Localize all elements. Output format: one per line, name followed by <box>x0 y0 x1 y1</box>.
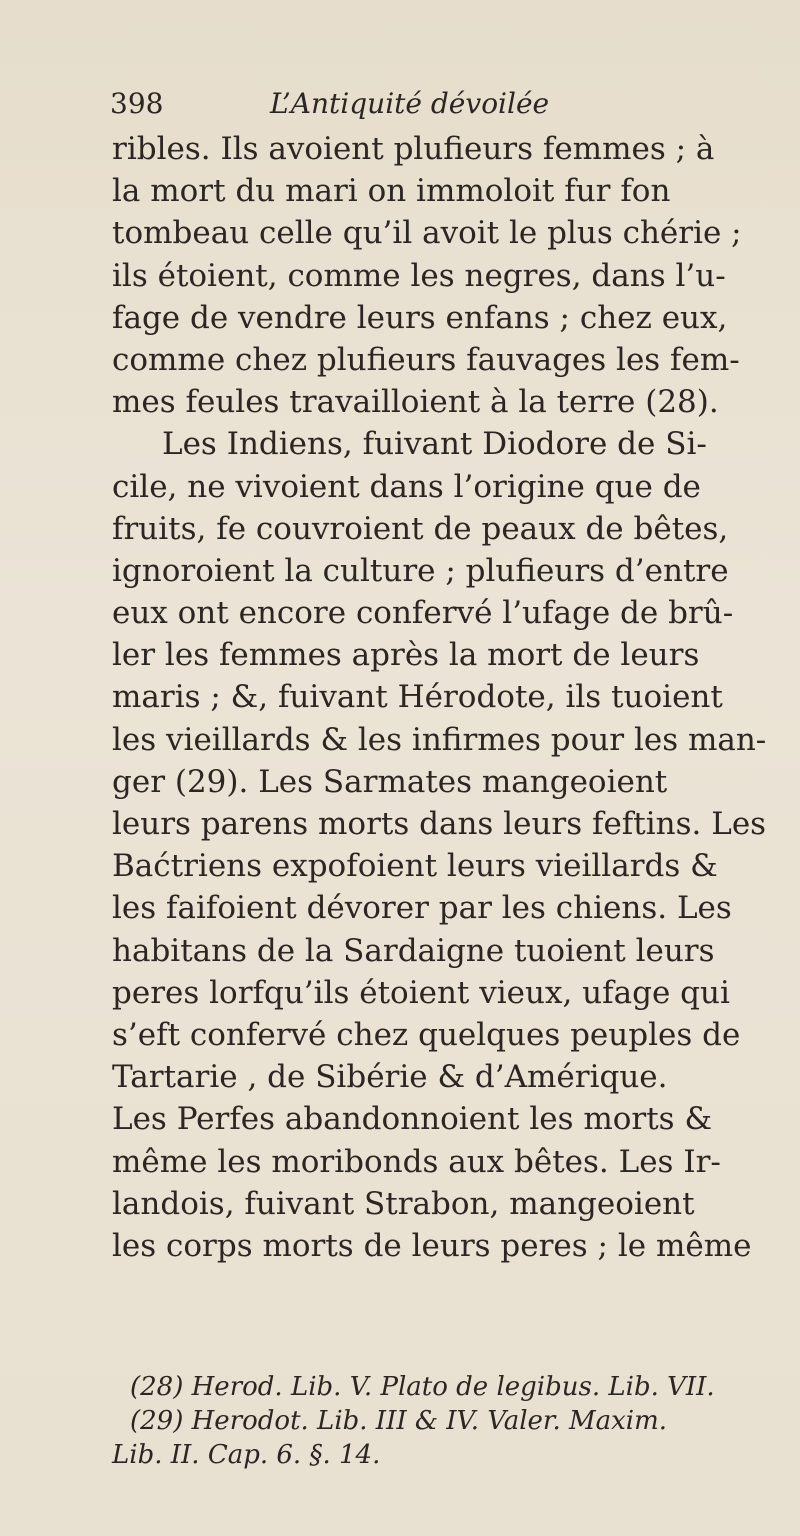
page-number: 398 <box>110 87 164 120</box>
text-line: ignoroient la culture ; plufieurs d’entre <box>112 552 729 589</box>
text-line: mes feules travailloient à la terre (28). <box>112 384 719 421</box>
text-line: même les moribonds aux bêtes. Les Ir- <box>112 1143 721 1180</box>
text-line: la mort du mari on immoloit fur fon <box>112 173 671 210</box>
footnote-28: (28) Herod. Lib. V. Plato de legibus. Lib. VII. <box>130 1372 715 1402</box>
body-text <box>112 128 767 1267</box>
text-line: comme chez plufieurs fauvages les fem- <box>112 341 740 378</box>
text-line: fruits, fe couvroient de peaux de bêtes, <box>112 510 729 547</box>
text-line: ger (29). Les Sarmates mangeoient <box>112 763 668 800</box>
footnote-29: (29) Herodot. Lib. III & IV. Valer. Maxim. <box>130 1406 668 1436</box>
text-line: ribles. Ils avoient plufieurs femmes ; à <box>112 131 715 167</box>
page-header <box>110 84 670 124</box>
text-line: Les Indiens, fuivant Diodore de Si- <box>162 426 707 463</box>
text-line: les vieillards & les infirmes pour les man- <box>112 721 767 758</box>
text-line: peres lorfqu’ils étoient vieux, ufage qui <box>112 974 730 1011</box>
text-line: fage de vendre leurs enfans ; chez eux, <box>112 299 728 336</box>
text-line: eux ont encore confervé l’ufage de brû- <box>112 595 734 632</box>
text-line: les corps morts de leurs peres ; le même <box>112 1227 752 1264</box>
text-line: Les Perfes abandonnoient les morts & <box>112 1101 713 1138</box>
text-line: landois, fuivant Strabon, mangeoient <box>112 1185 695 1222</box>
text-line: les faifoient dévorer par les chiens. Les <box>112 890 732 927</box>
footnotes <box>112 1370 762 1472</box>
text-line: leurs parens morts dans leurs feftins. Les <box>112 806 767 842</box>
text-line: s’eft confervé chez quelques peuples de <box>112 1016 741 1053</box>
text-line: maris ; &, fuivant Hérodote, ils tuoient <box>112 679 723 716</box>
text-line: cile, ne vivoient dans l’origine que de <box>112 468 701 505</box>
text-line: ler les femmes après la mort de leurs <box>112 637 700 674</box>
text-line: Tartarie , de Sibérie & d’Amérique. <box>112 1059 668 1096</box>
text-line: Baćtriens expofoient leurs vieillards & <box>112 848 718 885</box>
running-title: L’Antiquité dévoilée <box>270 87 550 120</box>
text-line: tombeau celle qu’il avoit le plus chérie ; <box>112 215 742 252</box>
text-line: habitans de la Sardaigne tuoient leurs <box>112 932 715 969</box>
footnote-29-continued: Lib. II. Cap. 6. §. 14. <box>112 1440 381 1470</box>
text-line: ils étoient, comme les negres, dans l’u- <box>112 257 726 294</box>
